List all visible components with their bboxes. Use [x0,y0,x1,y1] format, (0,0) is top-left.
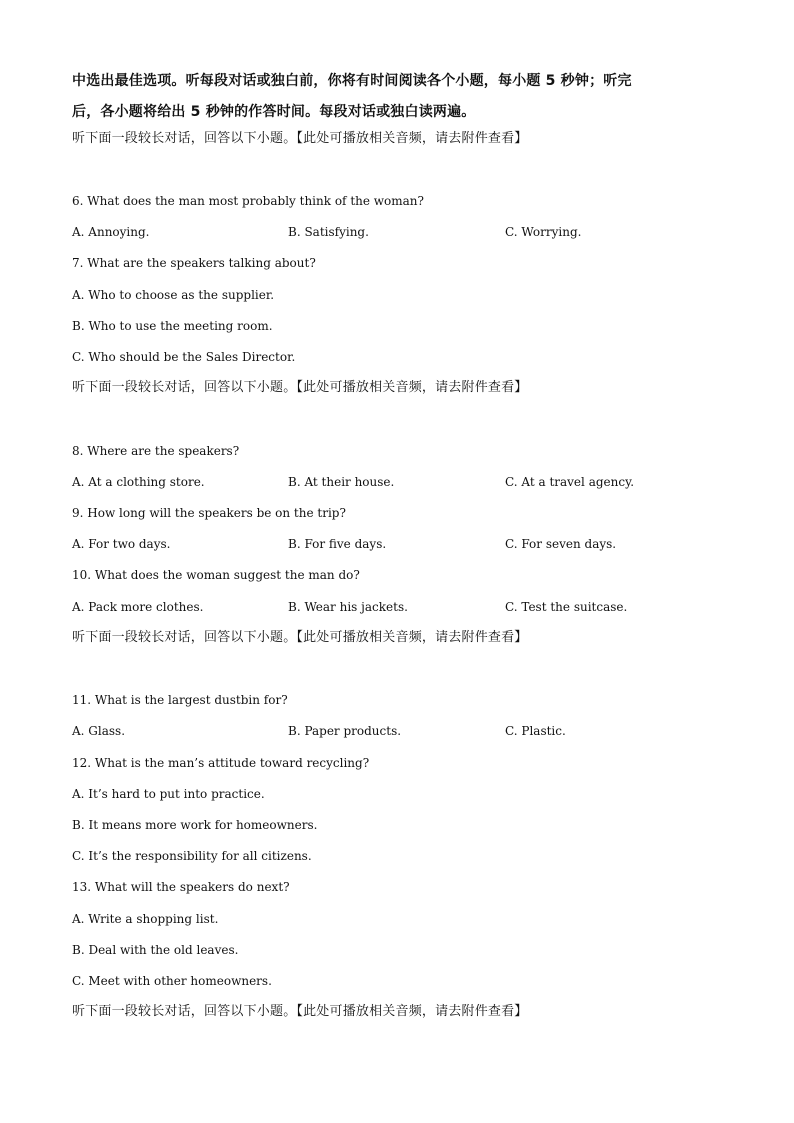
option-12-b: B. It means more work for homeowners. [72,818,318,832]
option-13-c: C. Meet with other homeowners. [72,974,272,988]
options-row-6 [72,224,752,240]
option-6-c: C. Worrying. [505,225,582,239]
option-11-c: C. Plastic. [505,724,566,738]
question-8: 8. Where are the speakers? [72,444,240,458]
audio-instruction: 听下面一段较长对话，回答以下小题。【此处可播放相关音频，请去附件查看】 [72,380,528,395]
option-11-a: A. Glass. [72,724,126,738]
option-6-a: A. Annoying. [72,225,150,239]
option-6-b: B. Satisfying. [288,225,369,239]
option-8-a: A. At a clothing store. [72,475,205,489]
option-13-b: B. Deal with the old leaves. [72,943,239,957]
option-9-b: B. For five days. [288,537,387,551]
option-10-a: A. Pack more clothes. [72,600,204,614]
option-7-a: A. Who to choose as the supplier. [72,288,275,302]
option-8-b: B. At their house. [288,475,395,489]
question-6: 6. What does the man most probably think of the woman? [72,194,424,208]
option-12-c: C. It’s the responsibility for all citizens. [72,849,312,863]
options-row-8 [72,474,752,490]
question-10: 10. What does the woman suggest the man do? [72,568,360,582]
option-8-c: C. At a travel agency. [505,475,635,489]
listening-section-intro [72,66,732,128]
options-row-10 [72,599,752,615]
option-10-c: C. Test the suitcase. [505,600,628,614]
options-row-11 [72,723,752,739]
option-7-c: C. Who should be the Sales Director. [72,350,296,364]
question-13: 13. What will the speakers do next? [72,880,290,894]
option-12-a: A. It’s hard to put into practice. [72,787,265,801]
question-11: 11. What is the largest dustbin for? [72,693,288,707]
audio-instruction: 听下面一段较长对话，回答以下小题。【此处可播放相关音频，请去附件查看】 [72,131,528,146]
option-9-c: C. For seven days. [505,537,617,551]
intro-line-2: 后，各小题将给出 5 秒钟的作答时间。每段对话或独白读两遍。 [72,104,476,120]
option-13-a: A. Write a shopping list. [72,912,219,926]
audio-instruction: 听下面一段较长对话，回答以下小题。【此处可播放相关音频，请去附件查看】 [72,630,528,645]
audio-instruction: 听下面一段较长对话，回答以下小题。【此处可播放相关音频，请去附件查看】 [72,1004,528,1019]
option-7-b: B. Who to use the meeting room. [72,319,273,333]
question-7: 7. What are the speakers talking about? [72,256,316,270]
question-9: 9. How long will the speakers be on the trip? [72,506,346,520]
options-row-9 [72,536,752,552]
question-12: 12. What is the man’s attitude toward recycling? [72,756,370,770]
option-11-b: B. Paper products. [288,724,402,738]
option-10-b: B. Wear his jackets. [288,600,408,614]
intro-line-1: 中选出最佳选项。听每段对话或独白前，你将有时间阅读各个小题，每小题 5 秒钟；听完 [72,73,632,89]
option-9-a: A. For two days. [72,537,171,551]
